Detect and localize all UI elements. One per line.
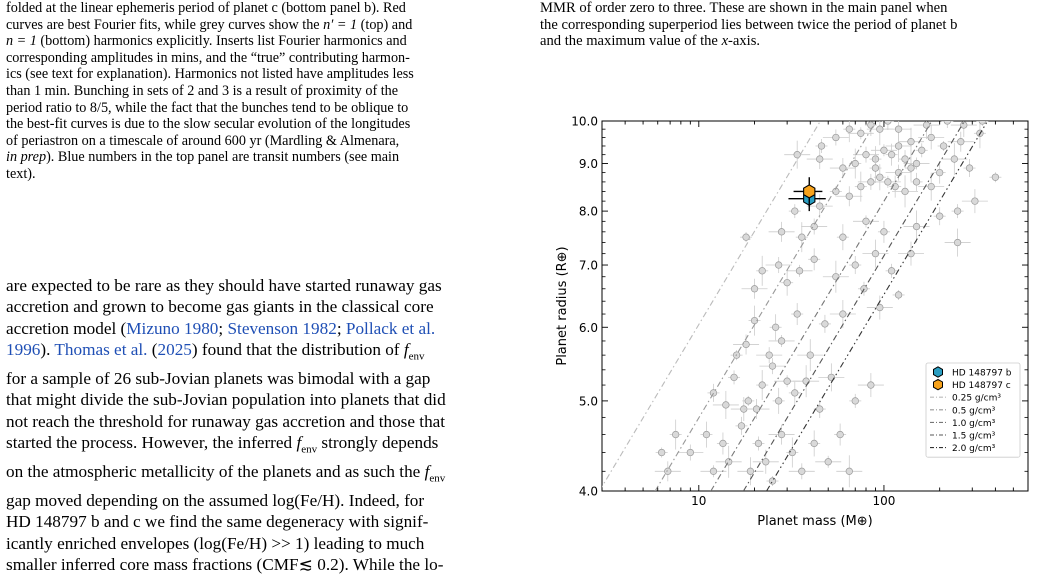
sample-point [772,324,779,331]
math-n-prime: n′ = 1 [323,16,358,33]
sample-point [658,449,665,456]
sample-point [796,268,803,275]
body-line: icantly enriched envelopes (log(Fe/H) >> 1) leading to much [6,533,425,553]
sample-point [811,256,818,263]
legend-label: 0.25 g/cm³ [952,393,1001,404]
sample-point [868,382,875,389]
y-tick-label: 4.0 [578,484,598,499]
sample-point [710,468,717,475]
sample-point [913,179,920,186]
sample-point [846,126,853,133]
sample-point [723,402,730,409]
sample-point [794,311,801,318]
citation-link[interactable]: Thomas et al. [54,340,148,360]
sample-point [885,179,892,186]
caption-line: of periastron on a timescale of around 600 yr (Mardling & Almenara, [6,132,400,149]
sample-point [936,169,943,176]
sample-point [775,398,782,405]
citation-link[interactable]: Mizuno 1980 [126,318,219,338]
sample-point [918,147,925,154]
sample-point [872,250,879,257]
caption-line: curves are best Fourier fits, while grey curves show the n′ = 1 (top) and [6,16,413,33]
caption-line: folded at the linear ephemeris period of planet c (bottom panel b). Red [6,0,406,16]
sample-point [778,431,785,438]
caption-line: MMR of order zero to three. These are shown in the main panel when [540,0,948,16]
y-tick-label: 5.0 [578,394,598,409]
sample-point [908,138,915,145]
x-axis-label: Planet mass (M⊕) [757,514,873,529]
sample-point [818,143,825,150]
body-paragraph [6,275,510,576]
sample-point [954,208,961,215]
sample-point [960,122,967,129]
legend-label: 1.5 g/cm³ [952,431,996,442]
sample-point [863,151,870,158]
planet-marker-c [804,185,815,198]
citation-link[interactable]: 1996 [6,340,41,360]
sample-point [868,122,875,129]
sample-point [743,234,750,241]
body-line: smaller inferred core mass fractions (CMF≲ 0.2). While the lo- [6,555,444,575]
sample-point [791,208,798,215]
sample-point [895,169,902,176]
sample-point [888,268,895,275]
sample-point [753,406,760,413]
legend-label: HD 148797 c [952,381,1011,392]
sample-point [954,239,961,246]
sample-point [863,218,870,225]
sample-point [791,390,798,397]
body-line: HD 148797 b and c we find the same degeneracy with signif- [6,512,429,532]
right-column [540,0,1052,50]
sample-point [778,229,785,236]
sample-point [664,468,671,475]
sample-point [816,406,823,413]
caption-line: and the maximum value of the x-axis. [540,33,761,50]
caption-line: than 1 min. Bunching in sets of 2 and 3 is a result of proximity of the [6,82,399,99]
y-tick-label: 9.0 [578,157,598,172]
sample-point [852,398,859,405]
sample-point [928,134,935,141]
sample-point [811,440,818,447]
sample-point [798,234,805,241]
sample-point [762,458,769,465]
citation-link[interactable]: Stevenson 1982 [227,318,337,338]
sample-point [923,122,930,129]
sample-point [769,478,776,485]
sample-point [822,321,829,328]
body-line: accretion model (Mizuno 1980; Stevenson 1982; Pollack et al. [6,318,436,338]
legend-label: HD 148797 b [952,368,1012,379]
y-tick-label: 8.0 [578,204,598,219]
y-axis-label: Planet radius (R⊕) [555,246,570,366]
sample-point [738,423,745,430]
sample-point [747,468,754,475]
sample-point [908,165,915,172]
x-tick-label: 100 [872,494,896,508]
body-line: accretion and grown to become gas giants in the classical core [6,297,434,317]
sample-point [872,165,879,172]
sample-point [720,440,727,447]
sample-point [825,458,832,465]
sample-point [751,285,758,292]
sample-point [908,250,915,257]
sample-point [936,213,943,220]
sample-point [881,147,888,154]
body-line: for a sample of 26 sub-Jovian planets was bimodal with a gap [6,369,431,389]
sample-point [803,378,810,385]
caption-line: text). [6,165,36,182]
sample-point [852,160,859,167]
sample-point [913,160,920,167]
body-line: gap moved depending on the assumed log(Fe/H). Indeed, for [6,490,425,510]
legend-label: 1.0 g/cm³ [952,418,996,429]
chart-legend [926,363,1020,457]
sample-point [846,468,853,475]
sample-point [877,126,884,133]
sample-point [888,151,895,158]
sample-point [868,179,875,186]
legend-marker [934,379,943,389]
caption-line: corresponding amplitudes in mins, and the “true” contributing harmon- [6,49,410,66]
sample-point [743,341,750,348]
body-line: are expected to be rare as they should have started runaway gas [6,276,442,295]
sample-point [755,440,762,447]
caption-line: the corresponding superperiod lies between twice the period of planet b [540,16,958,33]
sample-point [687,449,694,456]
sample-point [769,363,776,370]
legend-label: 0.5 g/cm³ [952,406,996,417]
body-line: started the process. However, the inferred $f_{env}$ strongly depends [6,433,439,456]
sample-point [710,390,717,397]
body-line: on the atmospheric metallicity of the planets and as such the $f_{env}$ [6,462,446,485]
caption-line: n = 1 (bottom) harmonics explicitly. Inserts list Fourier harmonics and [6,33,407,50]
sample-point [759,382,766,389]
figure-caption-left [6,0,514,183]
caption-line: ics (see text for explanation). Harmonics not listed have amplitudes less [6,66,414,83]
sample-point [759,268,766,275]
body-line: not reach the threshold for runaway gas accretion and those that [6,411,446,431]
sample-point [979,118,986,125]
sample-point [816,203,823,210]
sample-point [703,431,710,438]
sample-point [816,156,823,163]
y-tick-label: 7.0 [578,258,598,273]
sample-point [775,262,782,269]
x-tick-label: 10 [691,494,707,508]
legend-label: 2.0 g/cm³ [952,444,996,455]
sample-point [913,223,920,230]
sample-point [833,273,840,280]
sample-point [858,130,865,137]
sample-point [895,126,902,133]
sample-point [837,431,844,438]
density-curve [711,121,932,491]
sample-point [885,118,892,125]
caption-line: the best-fit curves is due to the slow secular evolution of the longitudes [6,116,411,133]
sample-point [833,134,840,141]
math-n: n = 1 [6,33,37,50]
caption-line: period ratio to 8/5, while the fact that the bunches tend to be oblique to [6,99,409,116]
sample-point [798,468,805,475]
sample-point [881,229,888,236]
sample-point [840,165,847,172]
body-line: that might divide the sub-Jovian population into planets that did [6,390,446,410]
citation-link[interactable]: 2025 [157,340,192,360]
sample-point [895,143,902,150]
citation-link[interactable]: Pollack et al. [345,318,436,338]
sample-point [877,174,884,181]
sample-point [745,398,752,405]
sample-point [672,431,679,438]
sample-point [940,143,947,150]
sample-point [944,118,951,125]
caption-line: in prep). Blue numbers in the top panel are transit numbers (see main [6,149,400,166]
sample-point [766,352,773,359]
y-tick-label: 6.0 [578,320,598,335]
sample-point [846,193,853,200]
sample-point [895,292,902,299]
y-tick-label: 10.0 [571,114,598,129]
sample-point [858,183,865,190]
sample-point [840,234,847,241]
sample-point [928,183,935,190]
sample-point [957,138,964,145]
sample-point [807,352,814,359]
sample-point [902,188,909,195]
sample-point [840,311,847,318]
sample-point [966,165,973,172]
body-line: 1996). Thomas et al. (2025) found that the distribution of $f_{env}$ [6,340,425,363]
sample-point [778,338,785,345]
sample-point [992,174,999,181]
sample-point [784,378,791,385]
sample-point [951,156,958,163]
sample-point [731,374,738,381]
sample-point [852,262,859,269]
legend-marker [934,367,943,377]
sample-point [794,151,801,158]
figure-caption-right [540,0,1052,50]
sample-point [784,279,791,286]
sample-point [972,198,979,205]
mass-radius-chart [540,110,1056,551]
